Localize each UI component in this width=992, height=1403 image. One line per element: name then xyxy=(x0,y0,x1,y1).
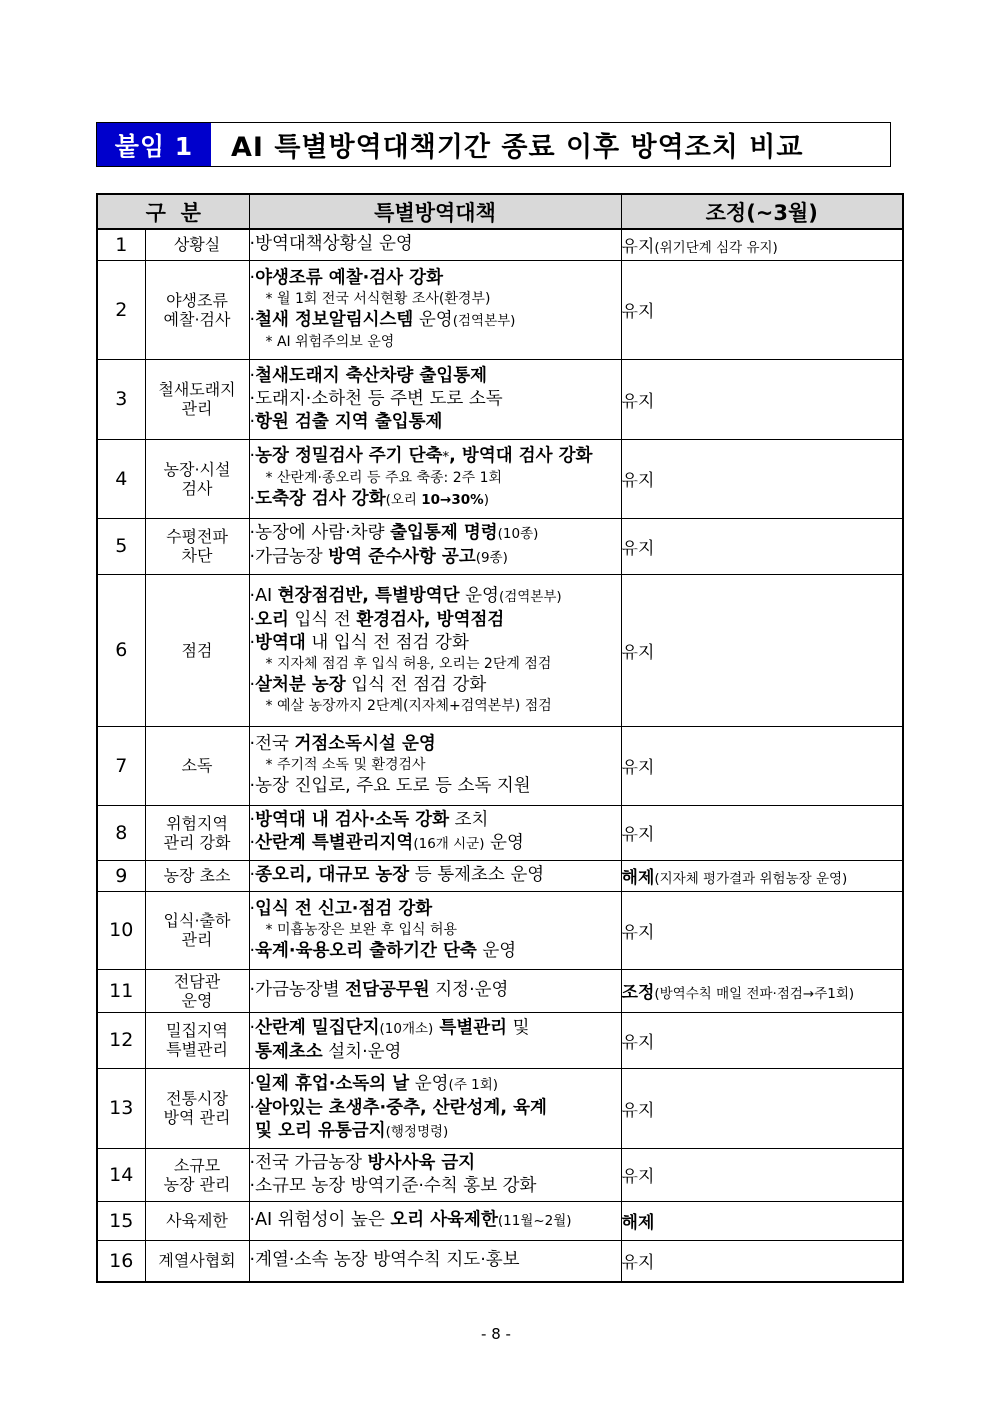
measure-line xyxy=(250,979,621,1002)
row-category: 농장 초소 xyxy=(145,860,249,891)
row-measures xyxy=(249,1068,621,1148)
text-segment: · xyxy=(249,446,256,466)
text-segment: 철새 정보알림시스템 xyxy=(255,310,414,330)
text-segment: · xyxy=(249,833,256,853)
text-segment: 거점소독시설 운영 xyxy=(294,734,436,754)
row-number: 4 xyxy=(97,439,145,518)
text-segment: 살처분 농장 xyxy=(255,674,346,695)
row-category: 소규모 농장 관리 xyxy=(145,1148,249,1201)
row-measures xyxy=(249,1148,621,1201)
measure-line xyxy=(250,411,621,434)
row-adjustment xyxy=(621,574,903,726)
measure-note: * 주기적 소독 및 환경검사 xyxy=(265,757,426,773)
measure-line xyxy=(250,445,621,469)
text-segment: · xyxy=(249,489,256,509)
text-segment: 유지 xyxy=(621,302,655,322)
text-segment: · xyxy=(249,940,256,961)
text-segment: · xyxy=(249,609,256,630)
table-row xyxy=(97,260,903,359)
text-segment: (16개 시군) xyxy=(413,836,485,852)
text-segment: 특별관리 xyxy=(433,1017,508,1038)
text-segment: 및 xyxy=(507,1017,530,1038)
row-number: 13 xyxy=(97,1068,145,1148)
text-segment: · xyxy=(249,674,256,695)
text-segment: ·도래지·소하천 등 주변 도로 소독 xyxy=(249,388,503,409)
text-segment: (10개소) xyxy=(379,1020,434,1037)
row-number: 2 xyxy=(97,260,145,359)
text-segment: ·전국 가금농장 xyxy=(249,1152,368,1173)
adjustment-text xyxy=(622,638,903,663)
text-segment: 유지 xyxy=(621,237,655,258)
measure-line xyxy=(250,1249,621,1272)
text-segment: 운영 xyxy=(413,310,453,330)
row-measures xyxy=(249,229,621,260)
row-category: 수평전파 차단 xyxy=(145,518,249,574)
table-row xyxy=(97,1240,903,1282)
text-segment: ·전국 xyxy=(249,734,295,754)
adjustment-text xyxy=(622,1248,903,1273)
text-segment: 농장 정밀검사 주기 단축 xyxy=(255,446,443,466)
table-row xyxy=(97,1148,903,1201)
text-segment: 해제 xyxy=(621,1213,655,1233)
text-segment: 방역 준수사항 공고 xyxy=(328,547,476,567)
text-segment: , 방역대 검사 강화 xyxy=(449,446,593,466)
adjustment-text xyxy=(622,297,903,322)
row-measures xyxy=(249,260,621,359)
text-segment: ·AI 위험성이 높은 xyxy=(249,1209,391,1230)
adjustment-text xyxy=(622,978,903,1003)
row-number: 16 xyxy=(97,1240,145,1282)
text-segment: 통제초소 xyxy=(255,1041,323,1062)
measure-note: * 월 1회 전국 서식현황 조사(환경부) xyxy=(265,291,491,307)
row-adjustment xyxy=(621,518,903,574)
text-segment: (11월~2월) xyxy=(497,1212,572,1229)
text-segment: 전담공무원 xyxy=(345,980,430,1000)
measure-line xyxy=(250,1209,621,1233)
text-segment: · xyxy=(249,268,256,288)
measure-line xyxy=(250,365,621,388)
table-row xyxy=(97,439,903,518)
row-number: 5 xyxy=(97,518,145,574)
table-body xyxy=(97,229,903,1282)
row-measures xyxy=(249,1240,621,1282)
row-category: 입식·출하 관리 xyxy=(145,891,249,969)
adjustment-text xyxy=(622,466,903,491)
text-segment: · xyxy=(249,411,256,432)
row-number: 14 xyxy=(97,1148,145,1201)
text-segment: 및 오리 유통금지 xyxy=(255,1120,386,1141)
text-segment: · xyxy=(249,898,256,919)
text-segment: 조치 xyxy=(449,810,489,830)
row-measures xyxy=(249,726,621,805)
text-segment: 유지 xyxy=(621,391,655,412)
text-segment: 오리 사육제한 xyxy=(390,1209,498,1230)
text-segment: · xyxy=(249,1017,256,1038)
row-number: 8 xyxy=(97,805,145,860)
table-row xyxy=(97,1068,903,1148)
text-segment: 야생조류 예찰·검사 강화 xyxy=(255,268,443,288)
text-segment: * xyxy=(442,449,450,465)
table-row xyxy=(97,1201,903,1240)
text-segment: 환경검사, 방역점검 xyxy=(356,609,505,630)
measure-line xyxy=(250,609,621,632)
row-adjustment xyxy=(621,359,903,439)
text-segment: 살아있는 초생추·중추, 산란성계, 육계 xyxy=(255,1097,547,1118)
table-row xyxy=(97,726,903,805)
text-segment: 설치·운영 xyxy=(322,1041,402,1062)
row-measures xyxy=(249,1201,621,1240)
row-number: 11 xyxy=(97,969,145,1012)
row-category: 전담관 운영 xyxy=(145,969,249,1012)
text-segment: 오리 xyxy=(255,609,289,630)
row-adjustment xyxy=(621,1148,903,1201)
text-segment: ·소규모 농장 방역기준·수칙 홍보 강화 xyxy=(249,1175,537,1196)
measure-note: * 미흡농장은 보완 후 입식 허용 xyxy=(265,921,458,938)
text-segment: · xyxy=(249,810,256,830)
measure-line xyxy=(250,832,621,856)
measure-note: * 산란계·종오리 등 주요 축종: 2주 1회 xyxy=(265,470,503,486)
measure-line xyxy=(250,233,621,256)
text-segment: (주 1회) xyxy=(448,1076,499,1093)
text-segment: ·AI xyxy=(249,585,278,606)
measure-line xyxy=(250,522,621,546)
row-number: 15 xyxy=(97,1201,145,1240)
text-segment: 유지 xyxy=(621,538,655,559)
text-segment: · xyxy=(249,632,256,653)
row-measures xyxy=(249,359,621,439)
measure-line xyxy=(250,488,621,512)
row-adjustment xyxy=(621,1240,903,1282)
text-segment: ·계열·소속 농장 방역수칙 지도·홍보 xyxy=(249,1250,520,1271)
row-category: 전통시장 방역 관리 xyxy=(145,1068,249,1148)
adjustment-text xyxy=(622,1028,903,1053)
header-category: 구 분 xyxy=(97,194,249,229)
measure-line xyxy=(250,1120,621,1144)
measure-line xyxy=(250,632,621,655)
measure-line xyxy=(250,309,621,333)
text-segment: 조정 xyxy=(621,983,655,1003)
text-segment: 도축장 검사 강화 xyxy=(255,489,386,509)
text-segment: ·방역대책상황실 운영 xyxy=(249,234,413,255)
text-segment: 지정·운영 xyxy=(429,980,509,1000)
measure-note: * 지자체 점검 후 입식 허용, 오리는 2단계 점검 xyxy=(265,655,552,672)
text-segment: 산란계 밀집단지 xyxy=(255,1017,380,1038)
table-row xyxy=(97,518,903,574)
row-adjustment xyxy=(621,260,903,359)
row-category: 소독 xyxy=(145,726,249,805)
text-segment: 유지 xyxy=(621,922,655,943)
text-segment: 유지 xyxy=(621,1100,655,1121)
measure-line xyxy=(250,267,621,290)
adjustment-text xyxy=(622,232,903,257)
row-adjustment xyxy=(621,229,903,260)
row-category: 농장·시설 검사 xyxy=(145,439,249,518)
row-measures xyxy=(249,574,621,726)
text-segment: 유지 xyxy=(621,825,655,845)
text-segment: (10종) xyxy=(497,526,539,542)
measure-line xyxy=(250,1175,621,1198)
page-number: - 8 - xyxy=(481,1325,511,1343)
text-segment: 종오리, 대규모 농장 xyxy=(255,865,410,885)
text-segment: ·가금농장 xyxy=(249,547,329,567)
text-segment: 운영 xyxy=(476,940,517,961)
row-category: 밀집지역 특별관리 xyxy=(145,1012,249,1068)
text-segment: 항원 검출 지역 출입통제 xyxy=(255,411,443,432)
text-segment: ·농장에 사람·차량 xyxy=(249,523,391,543)
text-segment: 육계·육용오리 출하기간 단축 xyxy=(255,940,477,961)
table-row xyxy=(97,805,903,860)
row-category: 사육제한 xyxy=(145,1201,249,1240)
row-category: 계열사협회 xyxy=(145,1240,249,1282)
row-category: 야생조류 예찰·검사 xyxy=(145,260,249,359)
text-segment: 유지 xyxy=(621,1032,655,1053)
measure-line xyxy=(250,1073,621,1097)
table-row xyxy=(97,1012,903,1068)
adjustment-text xyxy=(622,918,903,943)
text-segment: (검역본부) xyxy=(452,313,516,329)
text-segment: 운영 xyxy=(459,585,499,606)
text-segment: (검역본부) xyxy=(498,588,562,605)
text-segment: 유지 xyxy=(621,1253,655,1274)
text-segment: 입식 전 신고·점검 강화 xyxy=(255,898,433,919)
attachment-badge: 붙임 1 xyxy=(97,123,211,166)
row-adjustment xyxy=(621,805,903,860)
adjustment-text xyxy=(622,1162,903,1187)
table-row xyxy=(97,229,903,260)
comparison-table xyxy=(96,193,904,1283)
text-segment: (방역수칙 매일 전파·점검→주1회) xyxy=(654,986,855,1002)
row-number: 12 xyxy=(97,1012,145,1068)
text-segment: 유지 xyxy=(621,642,655,663)
row-measures xyxy=(249,439,621,518)
adjustment-text xyxy=(622,820,903,845)
text-segment: 운영 xyxy=(484,833,524,853)
text-segment: 유지 xyxy=(621,1167,655,1187)
measure-line xyxy=(250,864,621,887)
measure-line xyxy=(250,1017,621,1041)
measure-line xyxy=(250,733,621,756)
title-box xyxy=(96,122,891,167)
row-measures xyxy=(249,891,621,969)
text-segment: 산란계 특별관리지역 xyxy=(255,833,414,853)
row-adjustment xyxy=(621,969,903,1012)
row-measures xyxy=(249,1012,621,1068)
measure-line xyxy=(250,1041,621,1064)
row-adjustment xyxy=(621,726,903,805)
text-segment: (9종) xyxy=(475,550,508,566)
row-adjustment xyxy=(621,1012,903,1068)
text-segment: 운영 xyxy=(409,1073,449,1094)
text-segment: ·농장 진입로, 주요 도로 등 소독 지원 xyxy=(249,776,531,796)
text-segment: 출입통제 명령 xyxy=(390,523,498,543)
text-segment: 해제 xyxy=(621,868,655,888)
text-segment: 입식 전 점검 강화 xyxy=(345,674,487,695)
text-segment: 내 입식 전 점검 강화 xyxy=(305,632,469,653)
adjustment-text xyxy=(622,1096,903,1121)
row-adjustment xyxy=(621,1068,903,1148)
row-adjustment xyxy=(621,439,903,518)
measure-line xyxy=(250,1097,621,1120)
adjustment-text xyxy=(622,534,903,559)
text-segment: 10→30% xyxy=(421,492,484,508)
row-number: 6 xyxy=(97,574,145,726)
row-measures xyxy=(249,805,621,860)
row-number: 7 xyxy=(97,726,145,805)
adjustment-text xyxy=(622,753,903,778)
measure-line xyxy=(250,1152,621,1175)
row-category: 철새도래지 관리 xyxy=(145,359,249,439)
text-segment: 방역대 내 검사·소독 강화 xyxy=(255,810,450,830)
text-segment: (행정명령) xyxy=(385,1123,449,1140)
measure-line xyxy=(250,898,621,921)
header-special-measures: 특별방역대책 xyxy=(249,194,621,229)
row-adjustment xyxy=(621,891,903,969)
text-segment: · xyxy=(249,1073,256,1094)
row-measures xyxy=(249,860,621,891)
measure-line xyxy=(250,674,621,697)
row-number: 1 xyxy=(97,229,145,260)
text-segment: 유지 xyxy=(621,471,655,491)
row-number: 9 xyxy=(97,860,145,891)
table-row xyxy=(97,359,903,439)
measure-line xyxy=(250,546,621,570)
table-header-row xyxy=(97,194,903,229)
text-segment: · xyxy=(249,1097,256,1118)
measure-line xyxy=(250,585,621,609)
text-segment: ) xyxy=(483,492,489,508)
measure-line xyxy=(250,809,621,832)
row-measures xyxy=(249,518,621,574)
row-category: 상황실 xyxy=(145,229,249,260)
text-segment: 일제 휴업·소독의 날 xyxy=(255,1073,410,1094)
text-segment: (지자체 평가결과 위험농장 운영) xyxy=(654,871,848,887)
text-segment: · xyxy=(249,865,256,885)
text-segment: 등 통제초소 운영 xyxy=(409,865,545,885)
text-segment: 입식 전 xyxy=(288,609,357,630)
adjustment-text xyxy=(622,387,903,412)
text-segment: 방사사육 금지 xyxy=(367,1152,476,1173)
row-adjustment xyxy=(621,860,903,891)
row-category: 위험지역 관리 강화 xyxy=(145,805,249,860)
row-adjustment xyxy=(621,1201,903,1240)
row-number: 10 xyxy=(97,891,145,969)
row-number: 3 xyxy=(97,359,145,439)
adjustment-text xyxy=(622,863,903,888)
row-measures xyxy=(249,969,621,1012)
measure-note: * AI 위험주의보 운영 xyxy=(265,334,395,350)
measure-line xyxy=(250,775,621,798)
table-row xyxy=(97,969,903,1012)
text-segment: (위기단계 심각 유지) xyxy=(654,240,778,257)
table-row xyxy=(97,891,903,969)
text-segment: (오리 xyxy=(385,492,422,508)
row-category: 점검 xyxy=(145,574,249,726)
text-segment: 방역대 xyxy=(255,632,306,653)
table-row xyxy=(97,860,903,891)
text-segment: 유지 xyxy=(621,758,655,778)
table-row xyxy=(97,574,903,726)
text-segment: 현장점검반, 특별방역단 xyxy=(277,585,460,606)
adjustment-text xyxy=(622,1208,903,1233)
measure-note: * 예살 농장까지 2단계(지자체+검역본부) 점검 xyxy=(265,697,552,714)
text-segment: · xyxy=(249,365,256,386)
measure-line xyxy=(250,940,621,963)
header-adjustment: 조정(~3월) xyxy=(621,194,903,229)
text-segment: 철새도래지 축산차량 출입통제 xyxy=(255,365,488,386)
page-title: AI 특별방역대책기간 종료 이후 방역조치 비교 xyxy=(231,132,804,163)
measure-line xyxy=(250,388,621,411)
text-segment: · xyxy=(249,310,256,330)
text-segment: ·가금농장별 xyxy=(249,980,346,1000)
